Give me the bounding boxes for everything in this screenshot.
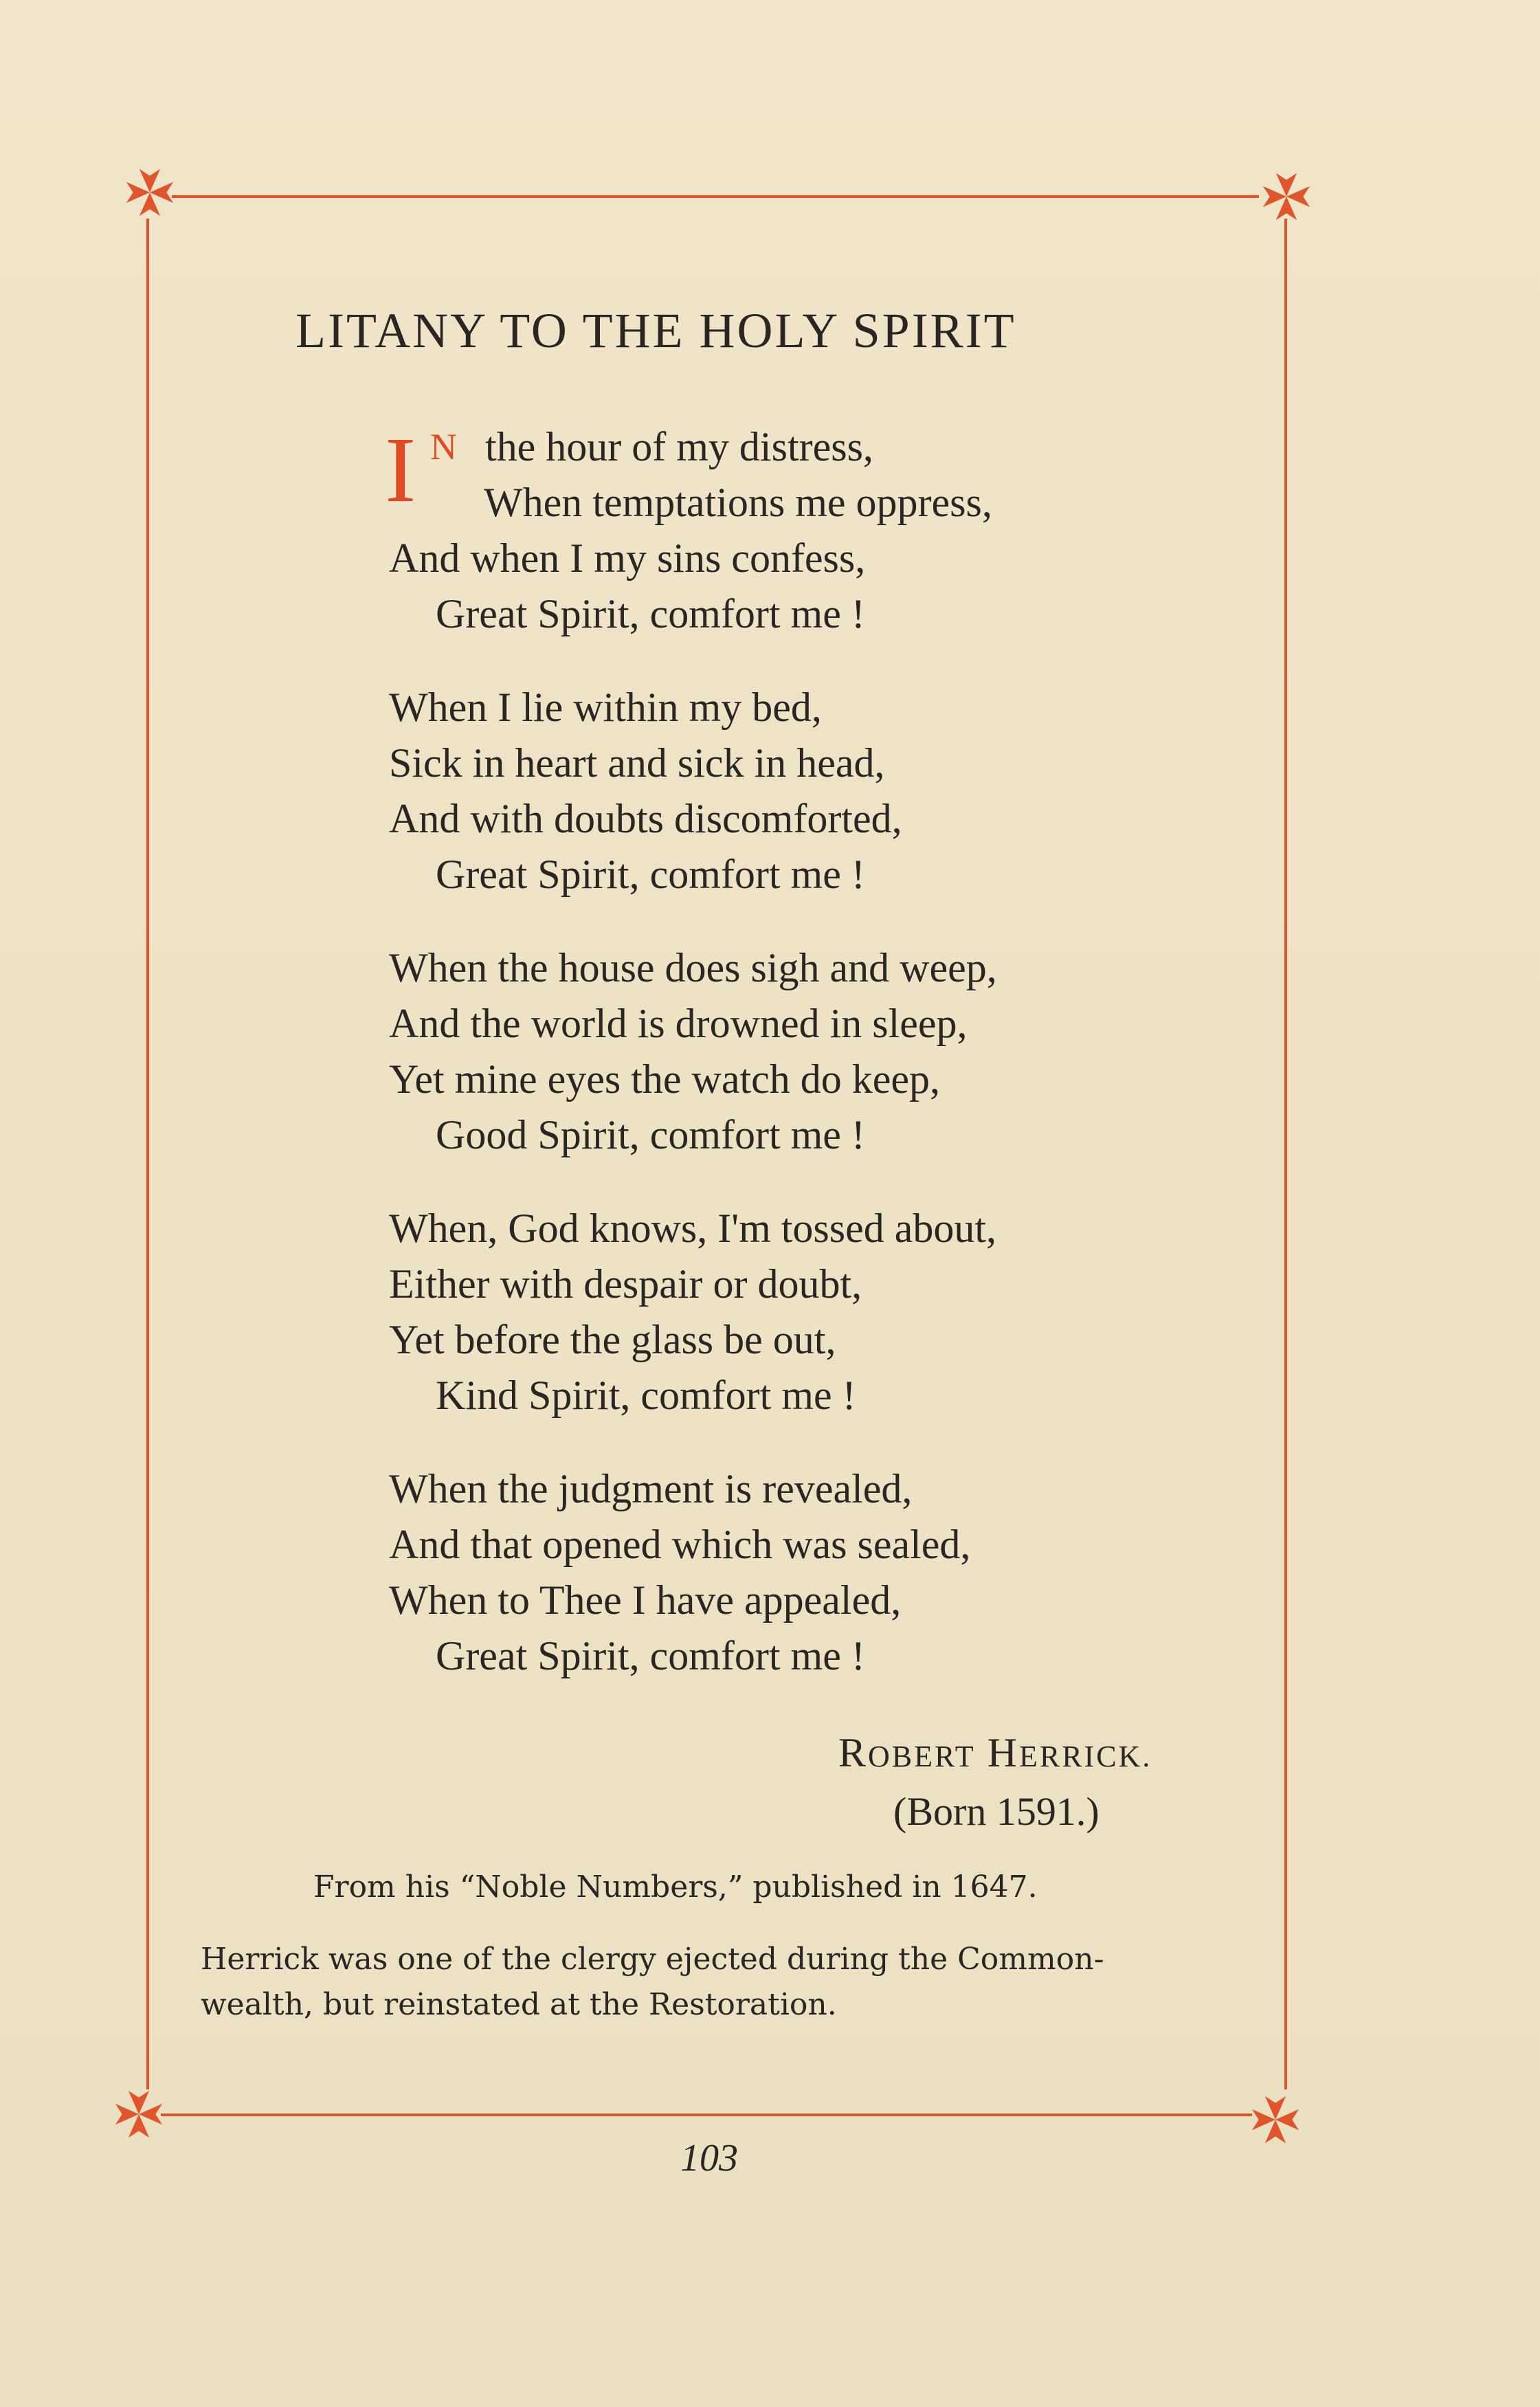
poem-refrain: Good Spirit, comfort me ! <box>436 1112 865 1157</box>
frame-top-rule <box>172 195 1259 198</box>
poem-title: LITANY TO THE HOLY SPIRIT <box>295 303 1016 358</box>
maltese-cross-icon <box>113 2088 165 2140</box>
poem-line: When temptations me oppress, <box>484 480 992 525</box>
poem-refrain: Great Spirit, comfort me ! <box>436 591 865 636</box>
stanza <box>389 1461 1214 1684</box>
poem-refrain: Great Spirit, comfort me ! <box>436 1633 865 1678</box>
poem-line: And with doubts discomforted, <box>389 796 902 841</box>
poem-line: And that opened which was sealed, <box>389 1522 971 1567</box>
stanza <box>389 940 1214 1163</box>
poem-line: When the house does sigh and weep, <box>389 945 997 990</box>
attribution <box>838 1725 1251 1839</box>
poem-body <box>385 419 1214 1722</box>
drop-cap-rest: N <box>430 426 457 467</box>
drop-cap: I <box>385 419 416 522</box>
poem-refrain: Kind Spirit, comfort me ! <box>436 1373 856 1418</box>
poem-line: I N the hour of my distress, <box>385 419 873 522</box>
biographical-note: Herrick was one of the clergy ejected during the Common- wealth, but reinstated at the Restoration. <box>201 1942 1104 2022</box>
poem-line: When to Thee I have appealed, <box>389 1577 902 1623</box>
poem-line: Yet mine eyes the watch do keep, <box>389 1056 941 1102</box>
stanza <box>389 680 1214 902</box>
stanza <box>385 419 1214 642</box>
poem-line: And when I my sins confess, <box>389 535 866 581</box>
author-born: (Born 1591.) <box>893 1789 1100 1834</box>
author-name: ROBERT HERRICK. <box>838 1730 1152 1775</box>
frame-left-rule <box>146 219 149 2089</box>
frame-bottom-rule <box>161 2114 1252 2116</box>
page-number: 103 <box>680 2137 738 2179</box>
poem-line: Either with despair or doubt, <box>389 1261 862 1307</box>
poem-line: And the world is drowned in sleep, <box>389 1001 968 1046</box>
poem-line: When I lie within my bed, <box>389 685 822 730</box>
poem-line: Yet before the glass be out, <box>389 1317 836 1362</box>
poem-line: Sick in heart and sick in head, <box>389 740 885 786</box>
maltese-cross-icon <box>1260 170 1313 223</box>
maltese-cross-icon <box>124 166 176 219</box>
maltese-cross-icon <box>1249 2094 1302 2146</box>
stanza <box>389 1201 1214 1423</box>
frame-right-rule <box>1284 219 1287 2089</box>
source-note: From his “Noble Numbers,” published in 1647. <box>313 1870 1038 1905</box>
poem-line: When, God knows, I'm tossed about, <box>389 1206 997 1251</box>
poem-line: When the judgment is revealed, <box>389 1466 913 1511</box>
poem-refrain: Great Spirit, comfort me ! <box>436 852 865 897</box>
